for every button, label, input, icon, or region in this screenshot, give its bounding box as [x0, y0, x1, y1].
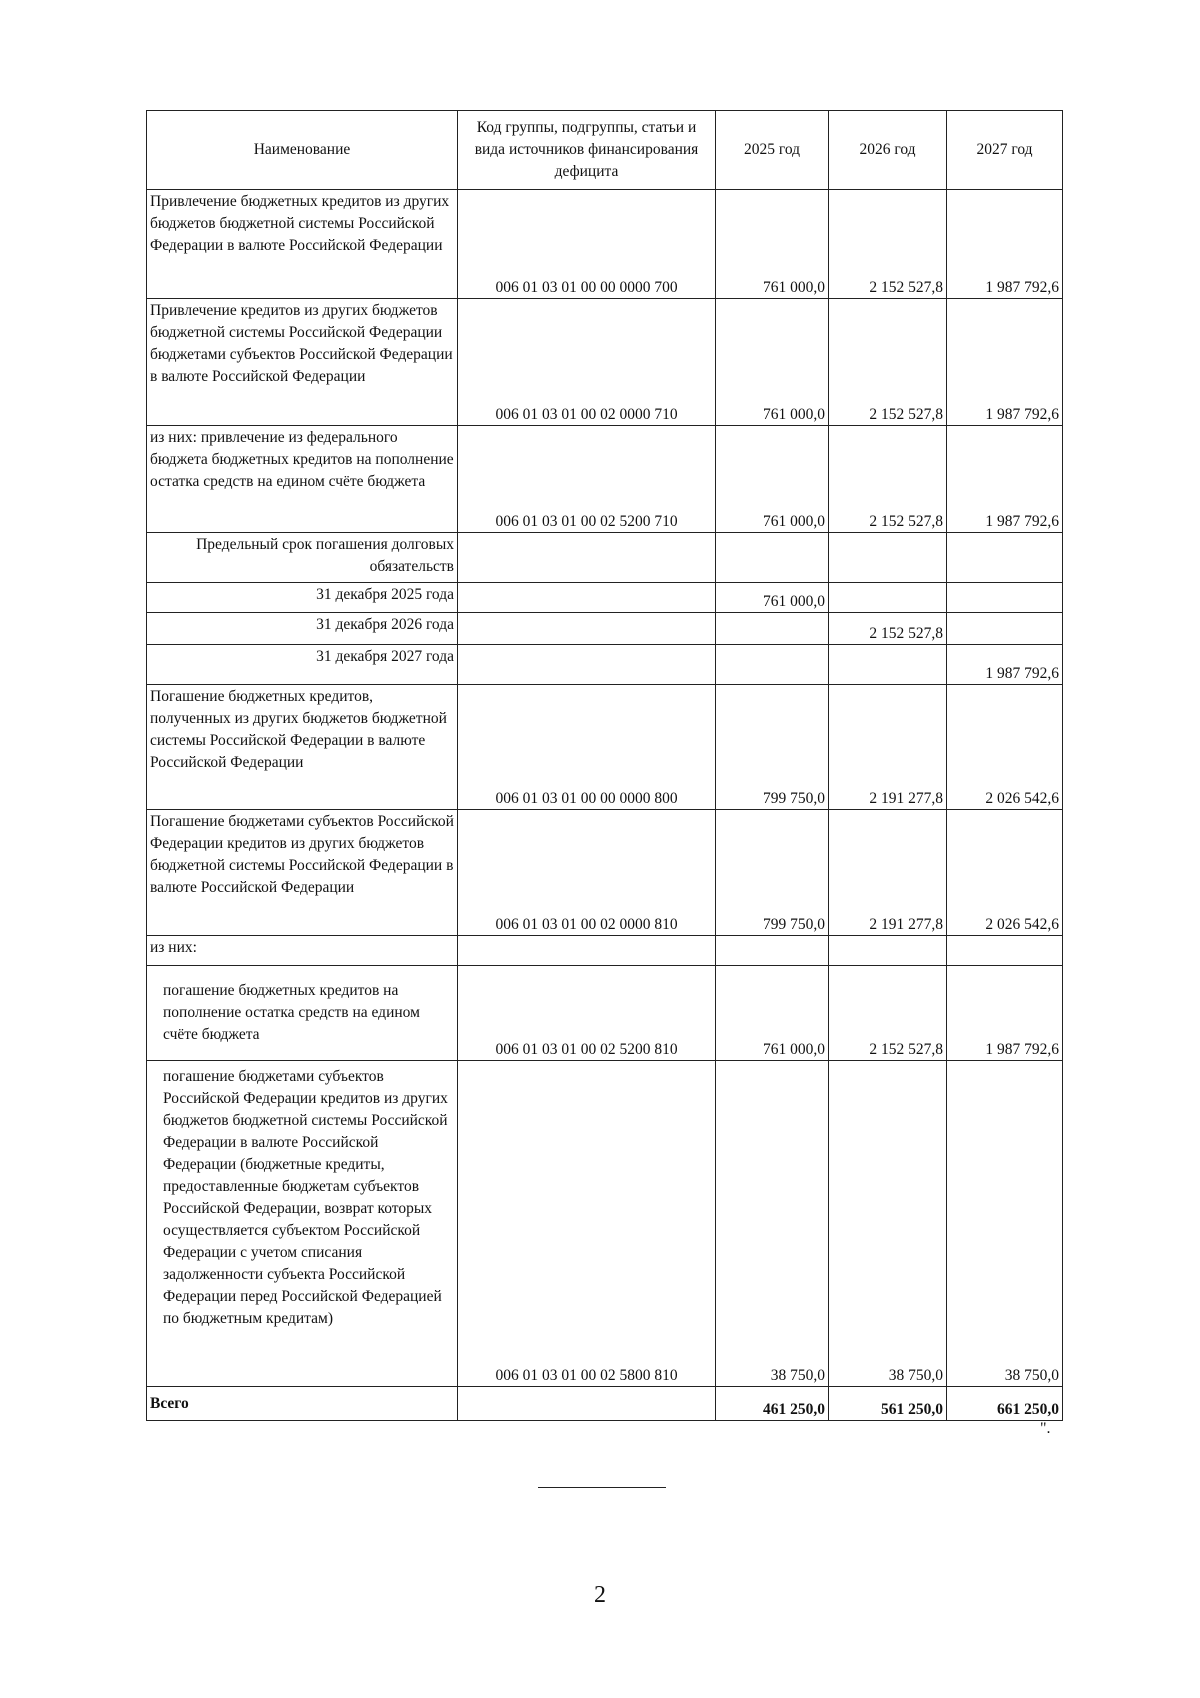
row-value-2027 — [947, 936, 1063, 966]
separator-line — [538, 1487, 666, 1488]
row-value-2026: 2 152 527,8 — [829, 190, 947, 299]
table-row — [147, 533, 1063, 583]
row-name: 31 декабря 2025 года — [147, 583, 458, 613]
table-row — [147, 810, 1063, 936]
row-value-2027: 1 987 792,6 — [947, 299, 1063, 426]
row-value-2025: 799 750,0 — [716, 685, 829, 810]
row-value-2025 — [716, 645, 829, 685]
row-value-2027: 661 250,0 — [947, 1387, 1063, 1421]
row-name: Предельный срок погашения долговых обязательств — [147, 533, 458, 583]
row-value-2027 — [947, 583, 1063, 613]
header-name: Наименование — [147, 111, 458, 190]
row-name: 31 декабря 2026 года — [147, 613, 458, 645]
row-value-2026: 2 152 527,8 — [829, 299, 947, 426]
row-name: погашение бюджетами субъектов Российской Федерации кредитов из других бюджетов бюджетной системы Российской Федерации в валюте Российской Федерации (бюджетные кредиты, предоставленные бюджетам субъектов Российской Федерации, возврат которых осуществляется субъектом Российской Федерации с учетом списания задолженности субъекта Российской Федерации перед Российской Федерацией по бюджетным кредитам) — [147, 1061, 458, 1387]
row-value-2026: 2 191 277,8 — [829, 685, 947, 810]
row-value-2025: 461 250,0 — [716, 1387, 829, 1421]
page-number: 2 — [594, 1582, 606, 1608]
row-name: Привлечение бюджетных кредитов из других бюджетов бюджетной системы Российской Федерации в валюте Российской Федерации — [147, 190, 458, 299]
header-2026: 2026 год — [829, 111, 947, 190]
row-code: 006 01 03 01 00 00 0000 800 — [458, 685, 716, 810]
table-row — [147, 685, 1063, 810]
table-row — [147, 966, 1063, 1061]
row-name: 31 декабря 2027 года — [147, 645, 458, 685]
table-row — [147, 645, 1063, 685]
table-row-total — [147, 1387, 1063, 1421]
row-value-2025: 761 000,0 — [716, 426, 829, 533]
row-value-2025: 761 000,0 — [716, 299, 829, 426]
table-row — [147, 583, 1063, 613]
row-value-2026: 2 152 527,8 — [829, 426, 947, 533]
row-value-2025: 761 000,0 — [716, 583, 829, 613]
table-row — [147, 190, 1063, 299]
row-value-2026 — [829, 645, 947, 685]
row-value-2026: 561 250,0 — [829, 1387, 947, 1421]
budget-sources-table — [146, 110, 1063, 1421]
row-value-2026: 2 191 277,8 — [829, 810, 947, 936]
row-name: погашение бюджетных кредитов на пополнение остатка средств на едином счёте бюджета — [147, 966, 458, 1061]
row-code: 006 01 03 01 00 02 5800 810 — [458, 1061, 716, 1387]
row-value-2026 — [829, 936, 947, 966]
row-value-2027: 1 987 792,6 — [947, 645, 1063, 685]
row-name: из них: — [147, 936, 458, 966]
row-value-2026: 38 750,0 — [829, 1061, 947, 1387]
table-header-row — [147, 111, 1063, 190]
row-value-2027: 1 987 792,6 — [947, 966, 1063, 1061]
row-name: Всего — [147, 1387, 458, 1421]
row-value-2027: 38 750,0 — [947, 1061, 1063, 1387]
row-value-2026 — [829, 583, 947, 613]
row-name: Привлечение кредитов из других бюджетов бюджетной системы Российской Федерации бюджетами субъектов Российской Федерации в валюте Российской Федерации — [147, 299, 458, 426]
table-row — [147, 936, 1063, 966]
row-name: Погашение бюджетных кредитов, полученных из других бюджетов бюджетной системы Российской Федерации в валюте Российской Федерации — [147, 685, 458, 810]
row-code — [458, 645, 716, 685]
row-value-2025 — [716, 533, 829, 583]
row-value-2026 — [829, 533, 947, 583]
row-name: Погашение бюджетами субъектов Российской Федерации кредитов из других бюджетов бюджетной системы Российской Федерации в валюте Российской Федерации — [147, 810, 458, 936]
row-code: 006 01 03 01 00 02 5200 710 — [458, 426, 716, 533]
row-code — [458, 533, 716, 583]
row-value-2025: 761 000,0 — [716, 190, 829, 299]
row-value-2027: 1 987 792,6 — [947, 190, 1063, 299]
table-row — [147, 613, 1063, 645]
table-row — [147, 299, 1063, 426]
row-value-2025: 799 750,0 — [716, 810, 829, 936]
row-value-2026: 2 152 527,8 — [829, 613, 947, 645]
row-value-2027: 2 026 542,6 — [947, 810, 1063, 936]
row-value-2027: 2 026 542,6 — [947, 685, 1063, 810]
header-2025: 2025 год — [716, 111, 829, 190]
row-code — [458, 936, 716, 966]
row-value-2027 — [947, 533, 1063, 583]
header-code: Код группы, подгруппы, статьи и вида источников финансирования дефицита — [458, 111, 716, 190]
table-row — [147, 1061, 1063, 1387]
row-code: 006 01 03 01 00 02 0000 810 — [458, 810, 716, 936]
header-2027: 2027 год — [947, 111, 1063, 190]
row-code — [458, 613, 716, 645]
row-value-2025: 761 000,0 — [716, 966, 829, 1061]
row-value-2025 — [716, 936, 829, 966]
row-value-2026: 2 152 527,8 — [829, 966, 947, 1061]
row-code: 006 01 03 01 00 02 0000 710 — [458, 299, 716, 426]
row-name: из них: привлечение из федерального бюджета бюджетных кредитов на пополнение остатка средств на едином счёте бюджета — [147, 426, 458, 533]
row-code: 006 01 03 01 00 02 5200 810 — [458, 966, 716, 1061]
row-code: 006 01 03 01 00 00 0000 700 — [458, 190, 716, 299]
row-value-2025: 38 750,0 — [716, 1061, 829, 1387]
row-value-2025 — [716, 613, 829, 645]
table-row — [147, 426, 1063, 533]
row-code — [458, 583, 716, 613]
closing-quote: ". — [1040, 1420, 1051, 1437]
row-value-2027: 1 987 792,6 — [947, 426, 1063, 533]
row-value-2027 — [947, 613, 1063, 645]
row-code — [458, 1387, 716, 1421]
